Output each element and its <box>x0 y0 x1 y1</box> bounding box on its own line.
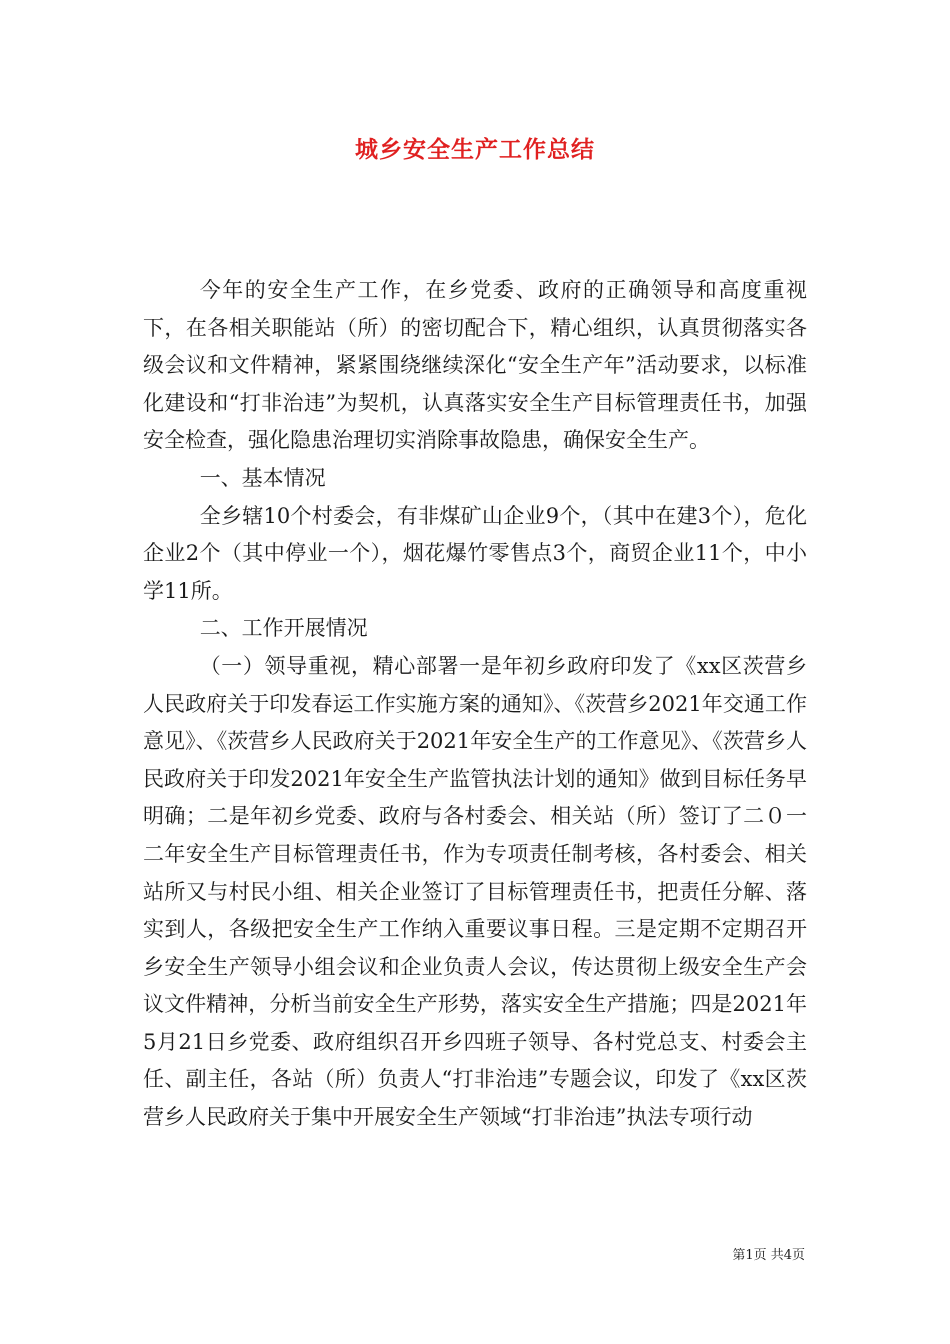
document-body <box>143 272 807 1137</box>
paragraph-basic: 全乡辖10个村委会，有非煤矿山企业9个，（其中在建3个），危化企业2个（其中停业一个），烟花爆竹零售点3个，商贸企业11个，中小学11所。 <box>143 503 807 603</box>
page-number: 第1页 共4页 <box>732 1248 805 1263</box>
paragraph-intro: 今年的安全生产工作，在乡党委、政府的正确领导和高度重视下，在各相关职能站（所）的密切配合下，精心组织，认真贯彻落实各级会议和文件精神，紧紧围绕继续深化“安全生产年”活动要求，以标准化建设和“打非治违”为契机，认真落实安全生产目标管理责任书，加强安全检查，强化隐患治理切实消除事故隐患，确保安全生产。 <box>143 278 807 453</box>
section-heading-work: 二、工作开展情况 <box>199 616 368 641</box>
document-title: 城乡安全生产工作总结 <box>355 137 595 163</box>
section-heading-basic: 一、基本情况 <box>199 465 326 490</box>
paragraph-work: （一）领导重视，精心部署一是年初乡政府印发了《xx区茨营乡人民政府关于印发春运工作实施方案的通知》、《茨营乡2021年交通工作意见》、《茨营乡人民政府关于2021年安全生产的工作意见》、《茨营乡人民政府关于印发2021年安全生产监管执法计划的通知》做到目标任务早明确；二是年初乡党委、政府与各村委会、相关站（所）签订了二０一二年安全生产目标管理责任书，作为专项责任制考核，各村委会、相关站所又与村民小组、相关企业签订了目标管理责任书，把责任分解、落实到人，各级把安全生产工作纳入重要议事日程。三是定期不定期召开乡安全生产领导小组会议和企业负责人会议，传达贯彻上级安全生产会议文件精神，分析当前安全生产形势，落实安全生产措施；四是2021年5月21日乡党委、政府组织召开乡四班子领导、各村党总支、村委会主任、副主任，各站（所）负责人“打非治违”专题会议，印发了《xx区茨营乡人民政府关于集中开展安全生产领域“打非治违”执法专项行动 <box>143 653 807 1130</box>
